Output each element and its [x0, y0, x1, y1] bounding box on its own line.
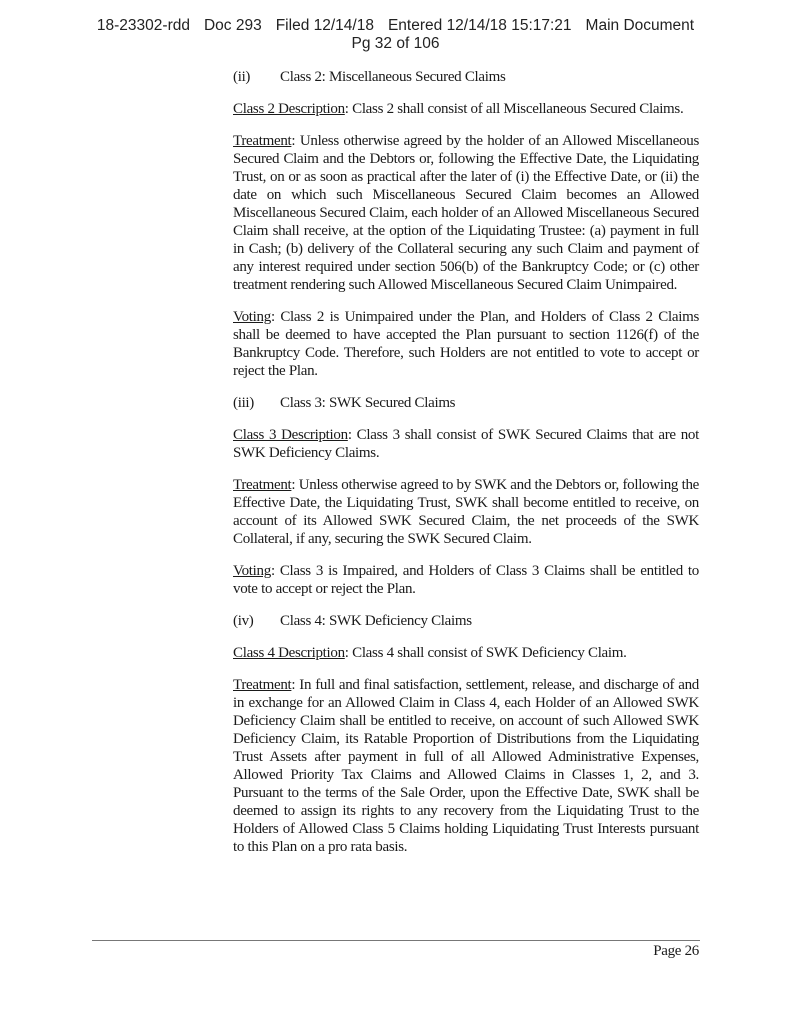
description-label: Class 2 Description — [233, 101, 345, 117]
treatment-text: : Unless otherwise agreed by the holder of an Allowed Miscellaneous Secured Claim and the Debtors or, following the Effective Date, the Liquidating Trust, on or as soon as practical after the later of (i) the Effective Date, or (ii) the date on which such Miscellaneous Secured Claim becomes an Allowed Miscellaneous Secured Claim, each holder of an Allowed Miscellaneous Secured Claim shall receive, at the option of the Liquidating Trustee: (a) payment in full in Cash; (b) delivery of the Collateral securing any such Claim and payment of any interest required under section 506(b) of the Bankruptcy Code; or (c) other treatment rendering such Allowed Miscellaneous Secured Claim Unimpaired. — [233, 133, 699, 293]
description-text: : Class 3 shall consist of SWK Secured Claims that are not SWK Deficiency Claims. — [233, 427, 699, 461]
class-2-heading — [233, 68, 699, 86]
class-3-heading — [233, 394, 699, 412]
item-number: (iv) — [233, 613, 254, 629]
class-3-voting — [233, 562, 699, 598]
item-title: Class 3: SWK Secured Claims — [280, 395, 456, 411]
description-label: Class 4 Description — [233, 645, 345, 661]
item-title: Class 4: SWK Deficiency Claims — [280, 613, 472, 629]
item-number: (ii) — [233, 69, 251, 85]
page-number: Page 26 — [653, 943, 699, 959]
treatment-label: Treatment — [233, 133, 292, 149]
treatment-text: : Unless otherwise agreed to by SWK and the Debtors or, following the Effective Date, the Liquidating Trust, SWK shall become entitled to receive, on account of its Allowed SWK Secured Claim, the net proceeds of the SWK Collateral, if any, securing the SWK Secured Claim. — [233, 477, 699, 547]
voting-label: Voting — [233, 309, 271, 325]
description-text: : Class 2 shall consist of all Miscellaneous Secured Claims. — [344, 101, 684, 117]
filing-header-line — [0, 17, 791, 35]
main-document-label: Main Document — [585, 17, 695, 34]
class-2-treatment — [233, 132, 699, 294]
docket-number: Doc 293 — [203, 17, 262, 34]
class-4-description — [233, 644, 699, 662]
voting-text: : Class 3 is Impaired, and Holders of Class 3 Claims shall be entitled to vote to accept or reject the Plan. — [233, 563, 699, 597]
item-number: (iii) — [233, 395, 254, 411]
class-3-treatment — [233, 476, 699, 548]
class-2-voting — [233, 308, 699, 380]
treatment-label: Treatment — [233, 477, 292, 493]
treatment-text: : In full and final satisfaction, settlement, release, and discharge of and in exchange for an Allowed Claim in Class 4, each Holder of an Allowed SWK Deficiency Claim shall be entitled to receive, on account of such Allowed SWK Deficiency Claim, its Ratable Proportion of Distributions from the Liquidating Trust Assets after payment in full of all Allowed Administrative Expenses, Allowed Priority Tax Claims and Allowed Claims in Classes 1, 2, and 3. Pursuant to the terms of the Sale Order, upon the Effective Date, SWK shall be deemed to assign its rights to any recovery from the Liquidating Trust to the Holders of Allowed Class 5 Claims holding Liquidating Trust Interests pursuant to this Plan on a pro rata basis. — [233, 677, 699, 855]
entered-date: Entered 12/14/18 15:17:21 — [387, 17, 572, 34]
description-text: : Class 4 shall consist of SWK Deficiency Claim. — [344, 645, 627, 661]
item-title: Class 2: Miscellaneous Secured Claims — [280, 69, 506, 85]
class-4-heading — [233, 612, 699, 630]
court-filing-header — [0, 17, 791, 53]
class-2-description — [233, 100, 699, 118]
class-4-treatment — [233, 676, 699, 856]
class-3-description — [233, 426, 699, 462]
case-number: 18-23302-rdd — [96, 17, 190, 34]
voting-label: Voting — [233, 563, 271, 579]
page-of-pages: Pg 32 of 106 — [351, 35, 440, 52]
filed-date: Filed 12/14/18 — [275, 17, 374, 34]
footer-divider — [92, 940, 700, 941]
document-body — [233, 68, 699, 870]
treatment-label: Treatment — [233, 677, 292, 693]
voting-text: : Class 2 is Unimpaired under the Plan, and Holders of Class 2 Claims shall be deemed to have accepted the Plan pursuant to section 1126(f) of the Bankruptcy Code. Therefore, such Holders are not entitled to vote to accept or reject the Plan. — [233, 309, 699, 379]
description-label: Class 3 Description — [233, 427, 348, 443]
